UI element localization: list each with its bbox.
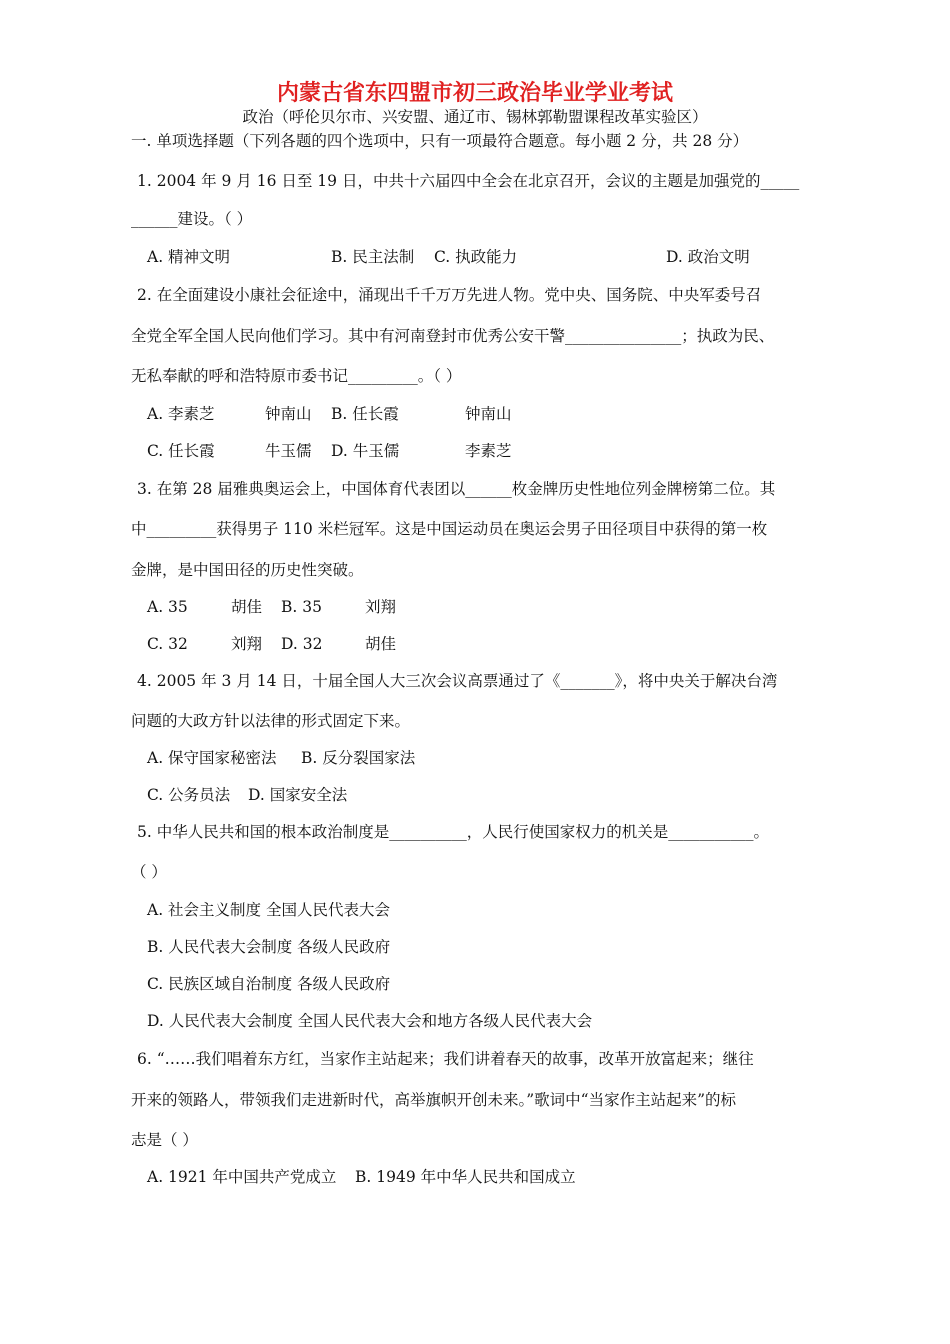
question-1-line-1: 1. 2004 年 9 月 16 日至 19 日，中共十六届四中全会在北京召开，会议的主题是加强党的_____ [137,172,800,190]
question-1-line-2: ______建设。（ ） [131,210,253,228]
question-2-option-c-1: C. 任长霞 [147,442,215,460]
question-3-option-b-1: B. 35 [281,598,322,616]
question-2-line-1: 2. 在全面建设小康社会征途中，涌现出千千万万先进人物。党中央、国务院、中央军委号召 [137,286,762,304]
question-2-option-d-1: D. 牛玉儒 [331,442,400,460]
question-4-line-1: 4. 2005 年 3 月 14 日，十届全国人大三次会议高票通过了《_______》，将中央关于解决台湾 [137,672,778,690]
question-5-option-a: A. 社会主义制度 全国人民代表大会 [147,901,390,919]
question-1-option-b: B. 民主法制 [331,248,415,266]
question-4-option-c: C. 公务员法 [147,786,231,804]
question-3-option-c-1: C. 32 [147,635,188,653]
question-2-line-3: 无私奉献的呼和浩特原市委书记_________。（ ） [131,367,462,385]
question-5-option-c: C. 民族区域自治制度 各级人民政府 [147,975,391,993]
question-2-option-b-1: B. 任长霞 [331,405,399,423]
question-2-option-a-2: 钟南山 [265,405,312,423]
exam-subtitle: 政治（呼伦贝尔市、兴安盟、通辽市、锡林郭勒盟课程改革实验区） [242,108,708,126]
question-5-line-1: 5. 中华人民共和国的根本政治制度是__________，人民行使国家权力的机关是___________。 [137,823,769,841]
question-5-line-2: （ ） [131,863,167,881]
question-1-option-d: D. 政治文明 [666,248,750,266]
question-6-option-a: A. 1921 年中国共产党成立 [147,1168,337,1186]
question-3-option-c-2: 刘翔 [231,635,263,653]
question-2-option-d-2: 李素芝 [465,442,512,460]
question-2-line-2: 全党全军全国人民向他们学习。其中有河南登封市优秀公安干警_______________；执政为民、 [131,327,775,345]
section-heading: 一. 单项选择题（下列各题的四个选项中，只有一项最符合题意。每小题 2 分，共 28 分） [131,132,749,150]
question-4-option-d: D. 国家安全法 [248,786,348,804]
question-3-option-a-2: 胡佳 [231,598,263,616]
question-5-option-b: B. 人民代表大会制度 各级人民政府 [147,938,391,956]
question-6-line-1: 6. “……我们唱着东方红，当家作主站起来；我们讲着春天的故事，改革开放富起来；继往 [137,1050,754,1068]
question-3-line-1: 3. 在第 28 届雅典奥运会上，中国体育代表团以______枚金牌历史性地位列金牌榜第二位。其 [137,480,776,498]
question-3-option-d-2: 胡佳 [365,635,397,653]
question-2-option-a-1: A. 李素芝 [147,405,215,423]
question-2-option-c-2: 牛玉儒 [265,442,312,460]
question-4-line-2: 问题的大政方针以法律的形式固定下来。 [131,712,411,730]
question-6-option-b: B. 1949 年中华人民共和国成立 [355,1168,576,1186]
question-3-line-2: 中_________获得男子 110 米栏冠军。这是中国运动员在奥运会男子田径项目中获得的第一枚 [131,520,768,538]
question-4-option-a: A. 保守国家秘密法 [147,749,277,767]
question-3-option-a-1: A. 35 [147,598,188,616]
question-3-option-d-1: D. 32 [281,635,323,653]
question-1-option-c: C. 执政能力 [434,248,518,266]
question-3-option-b-2: 刘翔 [365,598,397,616]
question-4-option-b: B. 反分裂国家法 [301,749,416,767]
exam-title: 内蒙古省东四盟市初三政治毕业学业考试 [276,80,673,106]
question-6-line-2: 开来的领路人，带领我们走进新时代，高举旗帜开创未来。”歌词中“当家作主站起来”的标 [131,1091,737,1109]
question-2-option-b-2: 钟南山 [465,405,512,423]
question-3-line-3: 金牌，是中国田径的历史性突破。 [131,561,364,579]
question-6-line-3: 志是（ ） [131,1131,198,1149]
question-1-option-a: A. 精神文明 [147,248,231,266]
question-5-option-d: D. 人民代表大会制度 全国人民代表大会和地方各级人民代表大会 [147,1012,593,1030]
